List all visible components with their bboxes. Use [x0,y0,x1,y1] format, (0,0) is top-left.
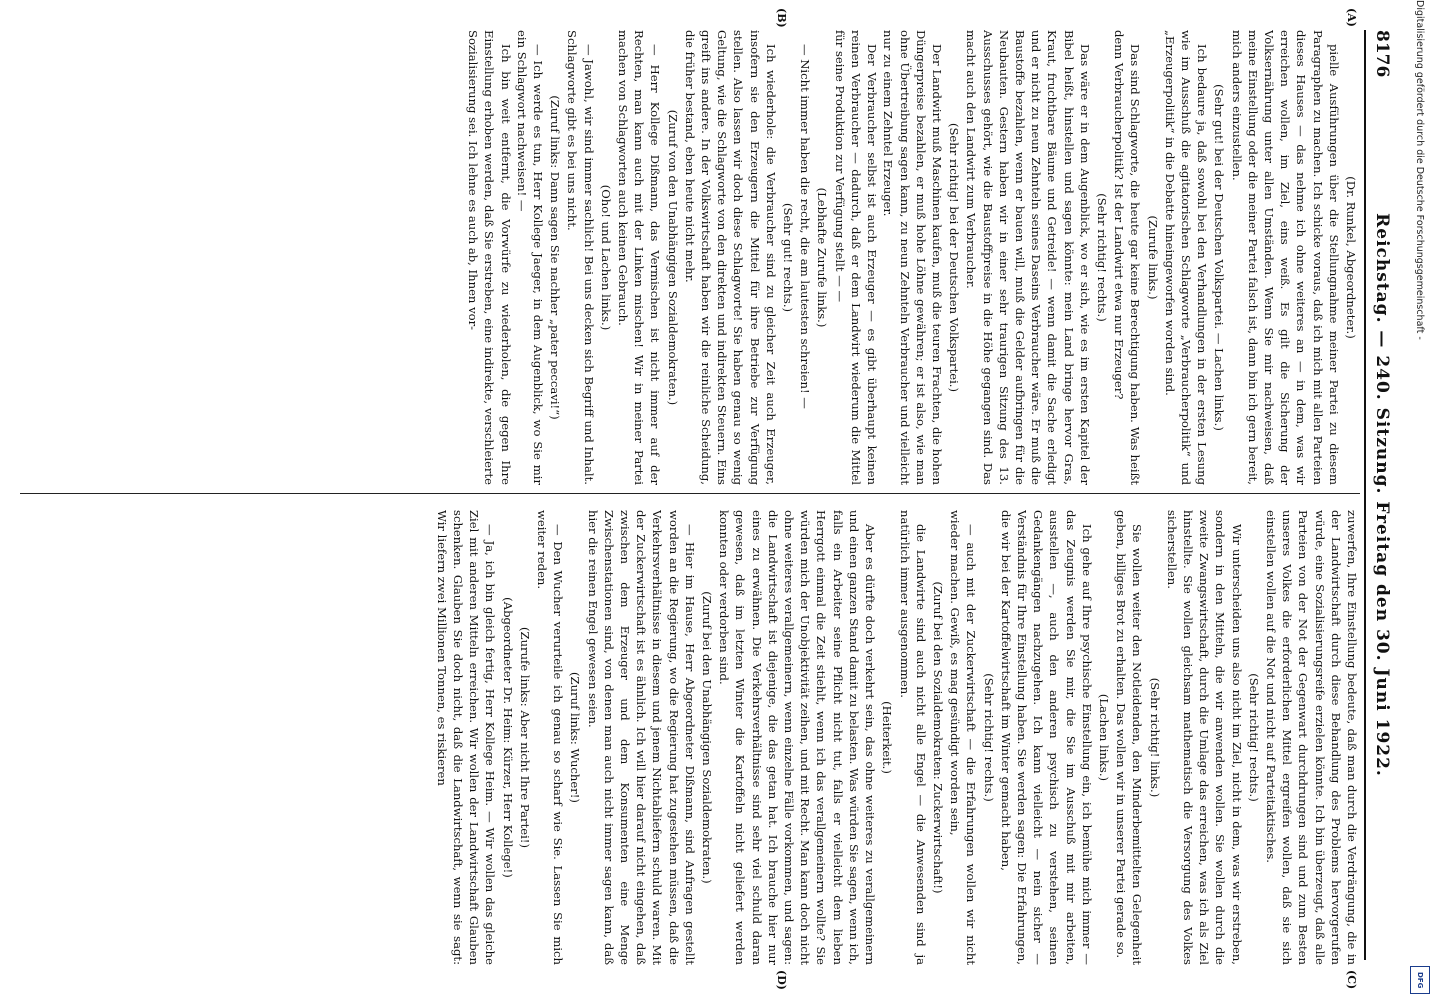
interjection: (Zuruf links: Dann sagen Sie nachher „pater peccavi!“) [548,95,563,420]
interjection: (Zuruf bei den Sozialdemokraten: Zuckerwirtschaft!) [930,581,945,894]
paragraph: Ich wiederhole: die Verbraucher sind zu gleicher Zeit auch Erzeuger, insofern sie den Erzeugern die Mittel für ihre Betriebe zur Verfügung stellen. Also lassen wir doch diese Schlagworte! Sie haben genau so wenig Geltung, wie die Schlagworte von den direkten und indirekten Steuern. Eins greift ins andere. In der Volkswirtschaft haben wir die reinliche Scheidung, die früher bestand, eben heute nicht mehr. [682,30,778,485]
footer-text: Digitalisierung gefördert durch die Deutsche Forschungsgemeinschaft - [1414,0,1425,340]
paragraph: Ich bedaure ja, daß sowohl bei den Verhandlungen in der ersten Lesung wie im Ausschuß die agitatorischen Schlagworte „Verbraucherpolitik“ und „Erzeugerpolitik“ in die Debatte hineingeworfen worden sind. [1162,30,1210,485]
paragraph: Der Landwirt muß Maschinen kaufen, muß die teuren Frachten, die hohen Düngerpreise bezahlen, er muß hohe Löhne gewähren; er ist also, wie man ohne Übertreibung sagen kann, zu neun Zehnteln Verbraucher und vielleicht nur zu einem Zehntel Erzeuger. [881,30,944,485]
paragraph: Sie wollen weiter den Notleidenden, den Minderbemittelten Gelegenheit geben, billiges Brot zu erhalten. Das wollen wir in unserer Partei gerade so. [1114,510,1145,965]
paragraph: Aber es dürfte doch verkehrt sein, das ohne weiteres zu verallgemeinern und einen ganzen Stand damit zu belasten. Was würden Sie sagen, wenn ich, falls ein Arbeiter seine Pflicht nicht tut, falls er vielleicht dem lieben Herrgott einmal die Zeit stiehlt, wenn ich das verallgemeinern wollte? Sie würden mich der Unobjektivität zeihen, und mit Recht. Man kann doch nicht ohne weiteres verallgemeinern, wenn einzelne Fälle vorkommen, und sagen: die Landwirtschaft ist diejenige, die das getan hat. Ich brauche hier nur eines zu erwähnen. Die Verkehrsverhältnisse sind sehr viel schuld daran gewesen, daß im letzten Winter die Kartoffeln nicht geliefert werden konnten oder verdorben sind. [717,510,878,965]
paragraph: — Herr Kollege Dißmann, das Vermischen ist nicht immer auf der Rechten, man kann auch mit der Linken mischen! Wir in meiner Partei machen von Schlagworten auch keinen Gebrauch. [616,30,663,485]
paragraph: Ich bin weit entfernt, die Vorwürfe zu wiederholen, die gegen Ihre Einstellung erhoben werden, daß Sie erstreben, eine indirekte, verschleierte Sozialisierung sei. Ich lehne es auch ab, Ihnen vor- [466,30,513,485]
column-divider [20,493,1360,494]
speaker-label: (Dr. Runkel, Abgeordneter.) [1344,176,1358,339]
paragraph: Der Verbraucher selbst ist auch Erzeuger — es gibt überhaupt keinen reinen Verbraucher — dadurch, daß er dem Landwirt wiederum die Mittel für seine Produktion zur Verfügung stellt — — [832,30,880,485]
paragraph: — Hier im Hause, Herr Abgeordneter Dißmann, sind Anfragen gestellt worden an die Regierung, wo die Regierung hat zugestehen müssen, daß die Verkehrsverhältnisse in diesem und jenem Nichtabliefern schuld waren. Mit der Zuckerwirtschaft ist es ähnlich. Ich will hier darauf nicht eingehen, daß zwischen dem Erzeuger und dem Konsumenten eine Menge Zwischenstationen sind, von denen man auch nicht immer sagen kann, daß hier die reinen Engel gewesen seien. [585,510,697,965]
paragraph: pielle Ausführungen über die Stellungnahme meiner Partei zu diesem Paragraphen zu machen. Ich schicke voraus, daß ich mich mit allen Parteien dieses Hauses — das nehme ich ohne weiteres an — in dem, was wir erreichen wollen, im Ziel, eins weiß. Es gilt die Sicherung der Volksernährung unter allen Umständen. Wenn Sie mir nachweisen, daß meine Einstellung oder die meiner Partei falsch ist, dann bin ich gern bereit, mich anders einzustellen. [1229,30,1341,485]
paragraph: Das wäre er in dem Augenblick, wo er sich, wie es im ersten Kapitel der Bibel heißt, hinstellen und sagen könnte: mein Land bringe hervor Gras, Kraut, fruchtbare Bäume und Getreide! — wenn damit die Sache erledigt und er nicht zu neun Zehnteln seines Daseins Verbraucher wäre. Er muß die Baustoffe bezahlen, wenn er bauen will, muß die Gelder aufbringen für die Neubauten. Gestern haben wir in einer sehr traurigen Sitzung des 13. Ausschusses gehört, wie die Baustoffpreise in die Höhe gegangen sind. Das macht auch den Landwirt zum Verbraucher. [964,30,1092,485]
interjection: (Sehr richtig! links.) [1147,677,1162,798]
paragraph: — Ich werde es tun, Herr Kollege Jaeger, in dem Augenblick, wo Sie mir ein Schlagwort nachweisen! — [514,30,546,485]
interjection: (Lachen links.) [1096,693,1111,782]
interjection: (Sehr richtig! bei der Deutschen Volkspartei.) [947,122,962,393]
interjection: (Zurufe links.) [1145,215,1160,300]
footer-credit [1408,0,1430,1000]
page-number: 8176 [1372,30,1392,78]
paragraph: zuwerfen, Ihre Einstellung bedeute, daß man durch die Verdrängung, die in der Landwirtschaft durch diese Behandlung des Problems hervorgerufen würde, eine Sozialisierungsreife erzielen könnte. Ich bin überzeugt, daß alle Parteien von der Not der Gegenwart durchdrungen sind und zum Besten unseres Volkes die erforderlichen Mittel ergreifen wollen, daß sie sich einstellen wollen auf die Not und nicht auf Parteitaktisches. [1263,510,1359,965]
interjection: (Sehr gut! bei der Deutschen Volkspartei. — Lachen links.) [1212,84,1227,431]
interjection: (Abgeordneter Dr. Heim: Kürzer, Herr Kollege!) [500,597,515,878]
interjection: (Zurufe links: Aber nicht Ihre Partei!) [517,627,532,848]
page-title: Reichstag. — 240. Sitzung. Freitag den 30. Juni 1922. [1372,213,1392,777]
interjection: (Heiterkeit.) [880,701,895,774]
margin-marker-b: (B) [775,8,788,28]
paragraph: — Den Wucher verurteile ich genau so scharf wie Sie. Lassen Sie mich weiter reden. [535,510,566,965]
paragraph: Ich gehe auf Ihre psychische Einstellung ein, ich bemühe mich immer — das Zeugnis werden Sie mir, die Sie im Ausschuß mit mir arbeiten, ausstellen —, auch den anderen psychisch zu verstehen, seinen Gedankengängen nachzugehen. Ich kann vielleicht — nein sicher — Verständnis für Ihre Einstellung haben. Sie werden sagen: Die Erfahrungen, die wir bei der Kartoffelwirtschaft im Winter gemacht haben, [998,510,1094,965]
right-column [20,510,1360,965]
margin-marker-a: (A) [1345,8,1358,27]
paragraph: — Ja, ich bin gleich fertig, Herr Kollege Heim. — Wir wollen das gleiche Ziel mit anderen Mitteln erreichen. Wir wollen der Landwirtschaft Glauben schenken. Glauben Sie doch nicht, daß die Landwirtschaft, wenn sie sagt: Wir liefern zwei Millionen Tonnen, es riskieren [434,510,498,965]
paragraph: die Landwirte sind auch nicht alle Engel — die Anwesenden sind ja natürlich immer ausgenommen. [897,510,928,965]
interjection: (Sehr richtig! rechts.) [981,673,996,802]
paragraph: Wir unterscheiden uns also nicht im Ziel, nicht in dem, was wir erstreben, sondern in den Mitteln, die wir anwenden wollen. Sie wollen durch die zweite Zwangswirtschaft, durch die Umlage das erreichen, was ich als Ziel hinstellte. Sie wollen gleichsam mathematisch die Versorgung des Volkes sicherstellen. [1164,510,1244,965]
paragraph: Das sind Schlagworte, die heute gar keine Berechtigung haben. Was heißt denn Verbraucherpolitik? Ist der Landwirt etwa nur Erzeuger? [1112,30,1143,485]
interjection: (Sehr richtig! rechts.) [1246,673,1261,802]
margin-marker-c: (C) [1345,970,1358,990]
paragraph: — Nicht immer haben die recht, die am lautesten schreien! — [798,44,813,409]
interjection: (Zuruf bei den Unabhängigen Sozialdemokraten.) [700,591,715,884]
paragraph: — auch mit der Zuckerwirtschaft — die Erfahrungen wollen wir nicht wieder machen. Gewiß, es mag gesündigt worden sein, [948,510,979,965]
interjection: (Sehr gut! rechts.) [781,202,796,313]
interjection: (Zuruf links: Wucher!) [568,672,583,803]
interjection: (Oho! und Lachen links.) [598,184,613,331]
margin-marker-d: (D) [775,970,788,990]
paragraph: — Jawohl, wir sind immer sachlich! Bei uns decken sich Begriff und Inhalt. Schlagworte gibt es bei uns nicht. [565,30,596,485]
page-header [1364,30,1394,960]
interjection: (Lebhafte Zurufe links.) [815,187,830,328]
interjection: (Zuruf von den Unabhängigen Sozialdemokraten.) [665,109,680,406]
interjection: (Sehr richtig! rechts.) [1094,193,1109,322]
left-column [20,30,1360,485]
dfg-logo: DFG [1410,966,1430,994]
